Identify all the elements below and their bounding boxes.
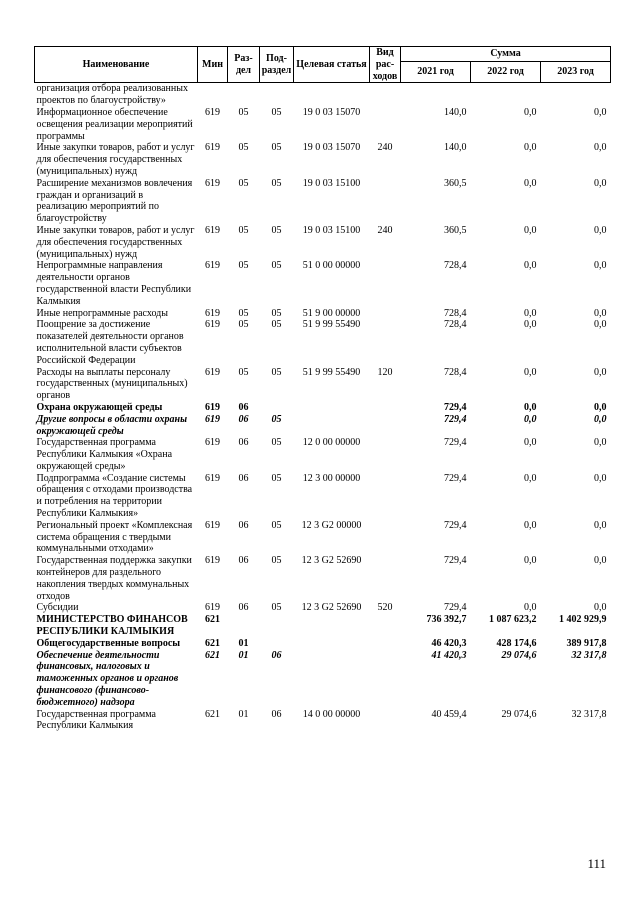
row-sum-2021: 728,4 [444,319,467,331]
row-target-article [294,614,370,638]
row-expense-type: 120 [377,366,393,378]
row-sum-2021: 729,4 [444,401,467,413]
table-row [35,555,611,602]
col-header-year-2021: 2021 год [401,62,471,83]
row-podrazdel: 05 [271,106,282,118]
row-sum-2022 [471,83,541,107]
row-min: 619 [205,142,220,154]
row-target-article: 51 9 99 55490 [302,366,361,378]
row-razdel: 05 [238,142,249,154]
row-razdel: 06 [238,519,249,531]
row-min: 619 [205,519,220,531]
row-razdel [228,614,260,638]
row-sum-2021: 729,4 [444,437,467,449]
row-name: Субсидии [36,602,79,614]
row-sum-2022: 0,0 [524,319,537,331]
row-min: 619 [205,555,220,567]
table-row [35,402,611,414]
row-podrazdel: 05 [271,437,282,449]
row-name: Подпрограмма «Создание системы обращения с отходами производства и потребления на территории Республики Калмыкия» [36,472,193,520]
table-row [35,367,611,402]
row-sum-2023: 0,0 [594,366,607,378]
row-sum-2022: 0,0 [524,413,537,425]
row-name: Непрограммные направления деятельности органов государственной власти Республики Калмыкия [36,260,192,307]
row-target-article: 12 3 G2 52690 [301,602,362,614]
row-sum-2021: 728,4 [444,307,467,319]
row-name: Иные закупки товаров, работ и услуг для обеспечения государственных (муниципальных) нужд [36,142,195,177]
row-expense-type [370,614,401,638]
row-razdel: 01 [238,637,249,649]
row-razdel: 06 [238,602,249,614]
row-podrazdel: 05 [271,224,282,236]
row-sum-2022: 0,0 [524,472,537,484]
row-podrazdel: 06 [271,708,282,720]
row-sum-2022: 0,0 [524,177,537,189]
row-sum-2023: 0,0 [594,555,607,567]
col-header-sum: Сумма [401,47,611,62]
row-min: 619 [205,224,220,236]
row-sum-2022: 0,0 [524,366,537,378]
row-sum-2022: 0,0 [524,602,537,614]
row-sum-2021 [401,83,471,107]
row-podrazdel: 05 [271,472,282,484]
row-sum-2022: 29 074,6 [501,649,537,661]
row-name: Государственная программа Республики Калмыкия «Охрана окружающей среды» [36,437,173,472]
row-sum-2023: 0,0 [594,401,607,413]
row-sum-2022: 428 174,6 [496,637,537,649]
row-sum-2022: 0,0 [524,106,537,118]
row-target-article: 14 0 00 00000 [302,708,361,720]
row-podrazdel: 05 [271,142,282,154]
row-name: Региональный проект «Комплексная система обращения с твердыми коммунальными отходами» [36,519,193,555]
table-row [35,142,611,177]
row-razdel: 01 [238,708,249,720]
row-razdel: 06 [238,401,249,413]
row-razdel: 01 [238,649,249,661]
row-razdel: 05 [238,224,249,236]
table-row [35,260,611,307]
row-razdel: 05 [238,106,249,118]
row-sum-2022: 0,0 [524,142,537,154]
row-podrazdel: 05 [271,602,282,614]
table-row [35,520,611,555]
row-sum-2023: 0,0 [594,413,607,425]
row-name: Охрана окружающей среды [36,401,163,413]
table-row [35,308,611,320]
row-razdel: 05 [238,177,249,189]
row-podrazdel [260,614,294,638]
row-min: 621 [205,708,220,720]
row-expense-type [370,107,401,142]
row-expense-type [370,650,401,709]
col-header-razdel: Раз-дел [228,47,260,83]
table-body [35,83,611,732]
row-sum-2021: 360,5 [444,224,467,236]
row-razdel: 06 [238,555,249,567]
col-header-expense-type: Вид рас-ходов [370,47,401,83]
row-expense-type [370,319,401,366]
row-sum-2021: 728,4 [444,366,467,378]
col-header-podrazdel: Под-раздел [260,47,294,83]
row-expense-type: 240 [377,142,393,154]
col-header-target-article: Целевая статья [294,47,370,83]
row-target-article [294,414,370,438]
row-expense-type [370,414,401,438]
row-sum-2023: 0,0 [594,106,607,118]
row-expense-type [370,178,401,225]
row-razdel: 05 [238,307,249,319]
row-podrazdel: 05 [271,366,282,378]
row-min: 619 [205,366,220,378]
row-podrazdel [260,83,294,107]
row-expense-type [370,473,401,520]
row-podrazdel: 05 [271,555,282,567]
table-row [35,225,611,260]
table-row [35,638,611,650]
row-sum-2021: 728,4 [444,260,467,272]
row-sum-2023: 0,0 [594,177,607,189]
row-name: Расходы на выплаты персоналу государственных (муниципальных) органов [36,366,188,402]
row-podrazdel: 05 [271,319,282,331]
row-sum-2023: 0,0 [594,307,607,319]
row-expense-type [370,83,401,107]
row-min: 619 [205,106,220,118]
row-min: 619 [205,602,220,614]
row-target-article: 19 0 03 15070 [302,142,361,154]
row-sum-2023: 0,0 [594,519,607,531]
table-row [35,107,611,142]
row-razdel: 05 [238,366,249,378]
row-sum-2021: 140,0 [444,106,467,118]
row-expense-type [370,638,401,650]
row-expense-type [370,709,401,733]
table-row [35,414,611,438]
row-name: Государственная поддержка закупки контейнеров для раздельного накопления твердых коммунальных отходов [36,555,192,602]
row-name: Государственная программа Республики Калмыкия [36,708,156,732]
row-target-article: 12 0 00 00000 [302,437,361,449]
col-header-year-2023: 2023 год [541,62,611,83]
col-header-min: Мин [198,47,228,83]
row-name: Иные непрограммные расходы [36,307,168,319]
row-sum-2022: 0,0 [524,401,537,413]
row-min: 619 [205,401,220,413]
row-target-article: 51 0 00 00000 [302,260,361,272]
table-header [35,47,611,83]
row-podrazdel: 05 [271,307,282,319]
row-sum-2021: 46 420,3 [431,637,467,649]
table-row [35,650,611,709]
row-expense-type [370,402,401,414]
budget-table-page [34,46,610,732]
row-sum-2022: 0,0 [524,307,537,319]
row-sum-2022: 0,0 [524,260,537,272]
row-expense-type [370,437,401,472]
row-min: 619 [205,472,220,484]
table-row [35,178,611,225]
row-sum-2021: 360,5 [444,177,467,189]
row-name: Общегосударственные вопросы [36,637,181,649]
row-sum-2022: 0,0 [524,437,537,449]
row-target-article: 19 0 03 15100 [302,177,361,189]
page-number: 111 [587,856,606,871]
row-min: 619 [205,260,220,272]
row-sum-2021: 729,4 [444,472,467,484]
row-target-article [294,402,370,414]
row-sum-2023: 0,0 [594,437,607,449]
row-sum-2023: 0,0 [594,602,607,614]
row-sum-2022: 0,0 [524,519,537,531]
row-min: 619 [205,319,220,331]
row-sum-2023: 0,0 [594,224,607,236]
row-target-article: 12 3 G2 00000 [301,519,362,531]
table-row [35,602,611,614]
row-target-article [294,638,370,650]
row-sum-2023: 0,0 [594,472,607,484]
row-target-article [294,83,370,107]
row-name: МИНИСТЕРСТВО ФИНАНСОВ РЕСПУБЛИКИ КАЛМЫКИЯ [36,614,188,638]
row-name: организация отбора реализованных проектов по благоустройству» [36,83,188,107]
row-target-article [294,650,370,709]
row-razdel [228,83,260,107]
row-target-article: 12 3 G2 52690 [301,555,362,567]
row-sum-2023: 1 402 929,9 [559,614,607,626]
row-sum-2021: 729,4 [444,413,467,425]
row-sum-2021: 736 392,7 [426,614,467,626]
row-target-article: 51 9 99 55490 [302,319,361,331]
row-name: Иные закупки товаров, работ и услуг для обеспечения государственных (муниципальных) нужд [36,224,195,260]
row-sum-2021: 40 459,4 [431,708,467,720]
row-name: Расширение механизмов вовлечения граждан и организаций в реализацию мероприятий по благоустройству [36,177,193,225]
table-row [35,473,611,520]
row-expense-type: 240 [377,224,393,236]
row-razdel: 06 [238,437,249,449]
row-sum-2023 [541,83,611,107]
row-min: 619 [205,177,220,189]
row-min: 619 [205,437,220,449]
row-sum-2022: 0,0 [524,555,537,567]
row-podrazdel: 05 [271,177,282,189]
row-sum-2021: 729,4 [444,602,467,614]
row-sum-2022: 1 087 623,2 [489,614,537,626]
row-expense-type [370,308,401,320]
row-target-article: 51 9 00 00000 [302,307,361,319]
row-expense-type [370,520,401,555]
row-name: Другие вопросы в области охраны окружающей среды [36,413,188,437]
row-min [198,83,228,107]
table-row [35,319,611,366]
row-expense-type: 520 [377,602,393,614]
row-sum-2022: 0,0 [524,224,537,236]
row-sum-2023: 32 317,8 [571,708,607,720]
row-sum-2022: 29 074,6 [501,708,537,720]
row-name: Поощрение за достижение показателей деятельности органов исполнительной власти субъектов Российской Федерации [36,319,184,366]
row-sum-2021: 729,4 [444,555,467,567]
row-sum-2021: 41 420,3 [431,649,467,661]
row-min: 621 [205,637,220,649]
row-razdel: 06 [238,472,249,484]
row-expense-type [370,260,401,307]
col-header-name: Наименование [35,47,198,83]
row-podrazdel: 06 [271,649,282,661]
row-razdel: 06 [238,413,249,425]
row-target-article: 12 3 00 00000 [302,472,361,484]
row-sum-2023: 0,0 [594,142,607,154]
row-podrazdel [260,402,294,414]
table-row [35,614,611,638]
row-sum-2023: 389 917,8 [566,637,607,649]
row-target-article: 19 0 03 15100 [302,224,361,236]
row-sum-2023: 0,0 [594,319,607,331]
row-razdel: 05 [238,260,249,272]
row-sum-2023: 0,0 [594,260,607,272]
row-min: 619 [205,307,220,319]
row-podrazdel: 05 [271,260,282,272]
row-podrazdel [260,638,294,650]
row-min: 619 [205,413,220,425]
row-sum-2021: 140,0 [444,142,467,154]
row-target-article: 19 0 03 15070 [302,106,361,118]
row-podrazdel: 05 [271,413,282,425]
row-expense-type [370,555,401,602]
row-razdel: 05 [238,319,249,331]
table-row [35,437,611,472]
row-sum-2021: 729,4 [444,519,467,531]
budget-table [34,46,611,732]
row-podrazdel: 05 [271,519,282,531]
row-sum-2023: 32 317,8 [571,649,607,661]
table-row [35,709,611,733]
row-name: Информационное обеспечение освещения реализации мероприятий программы [36,106,193,142]
row-min: 621 [205,614,220,626]
row-min: 621 [205,649,220,661]
row-name: Обеспечение деятельности финансовых, налоговых и таможенных органов и органов финансового (финансово-бюджетного) надзора [36,649,179,708]
col-header-year-2022: 2022 год [471,62,541,83]
table-row [35,83,611,107]
